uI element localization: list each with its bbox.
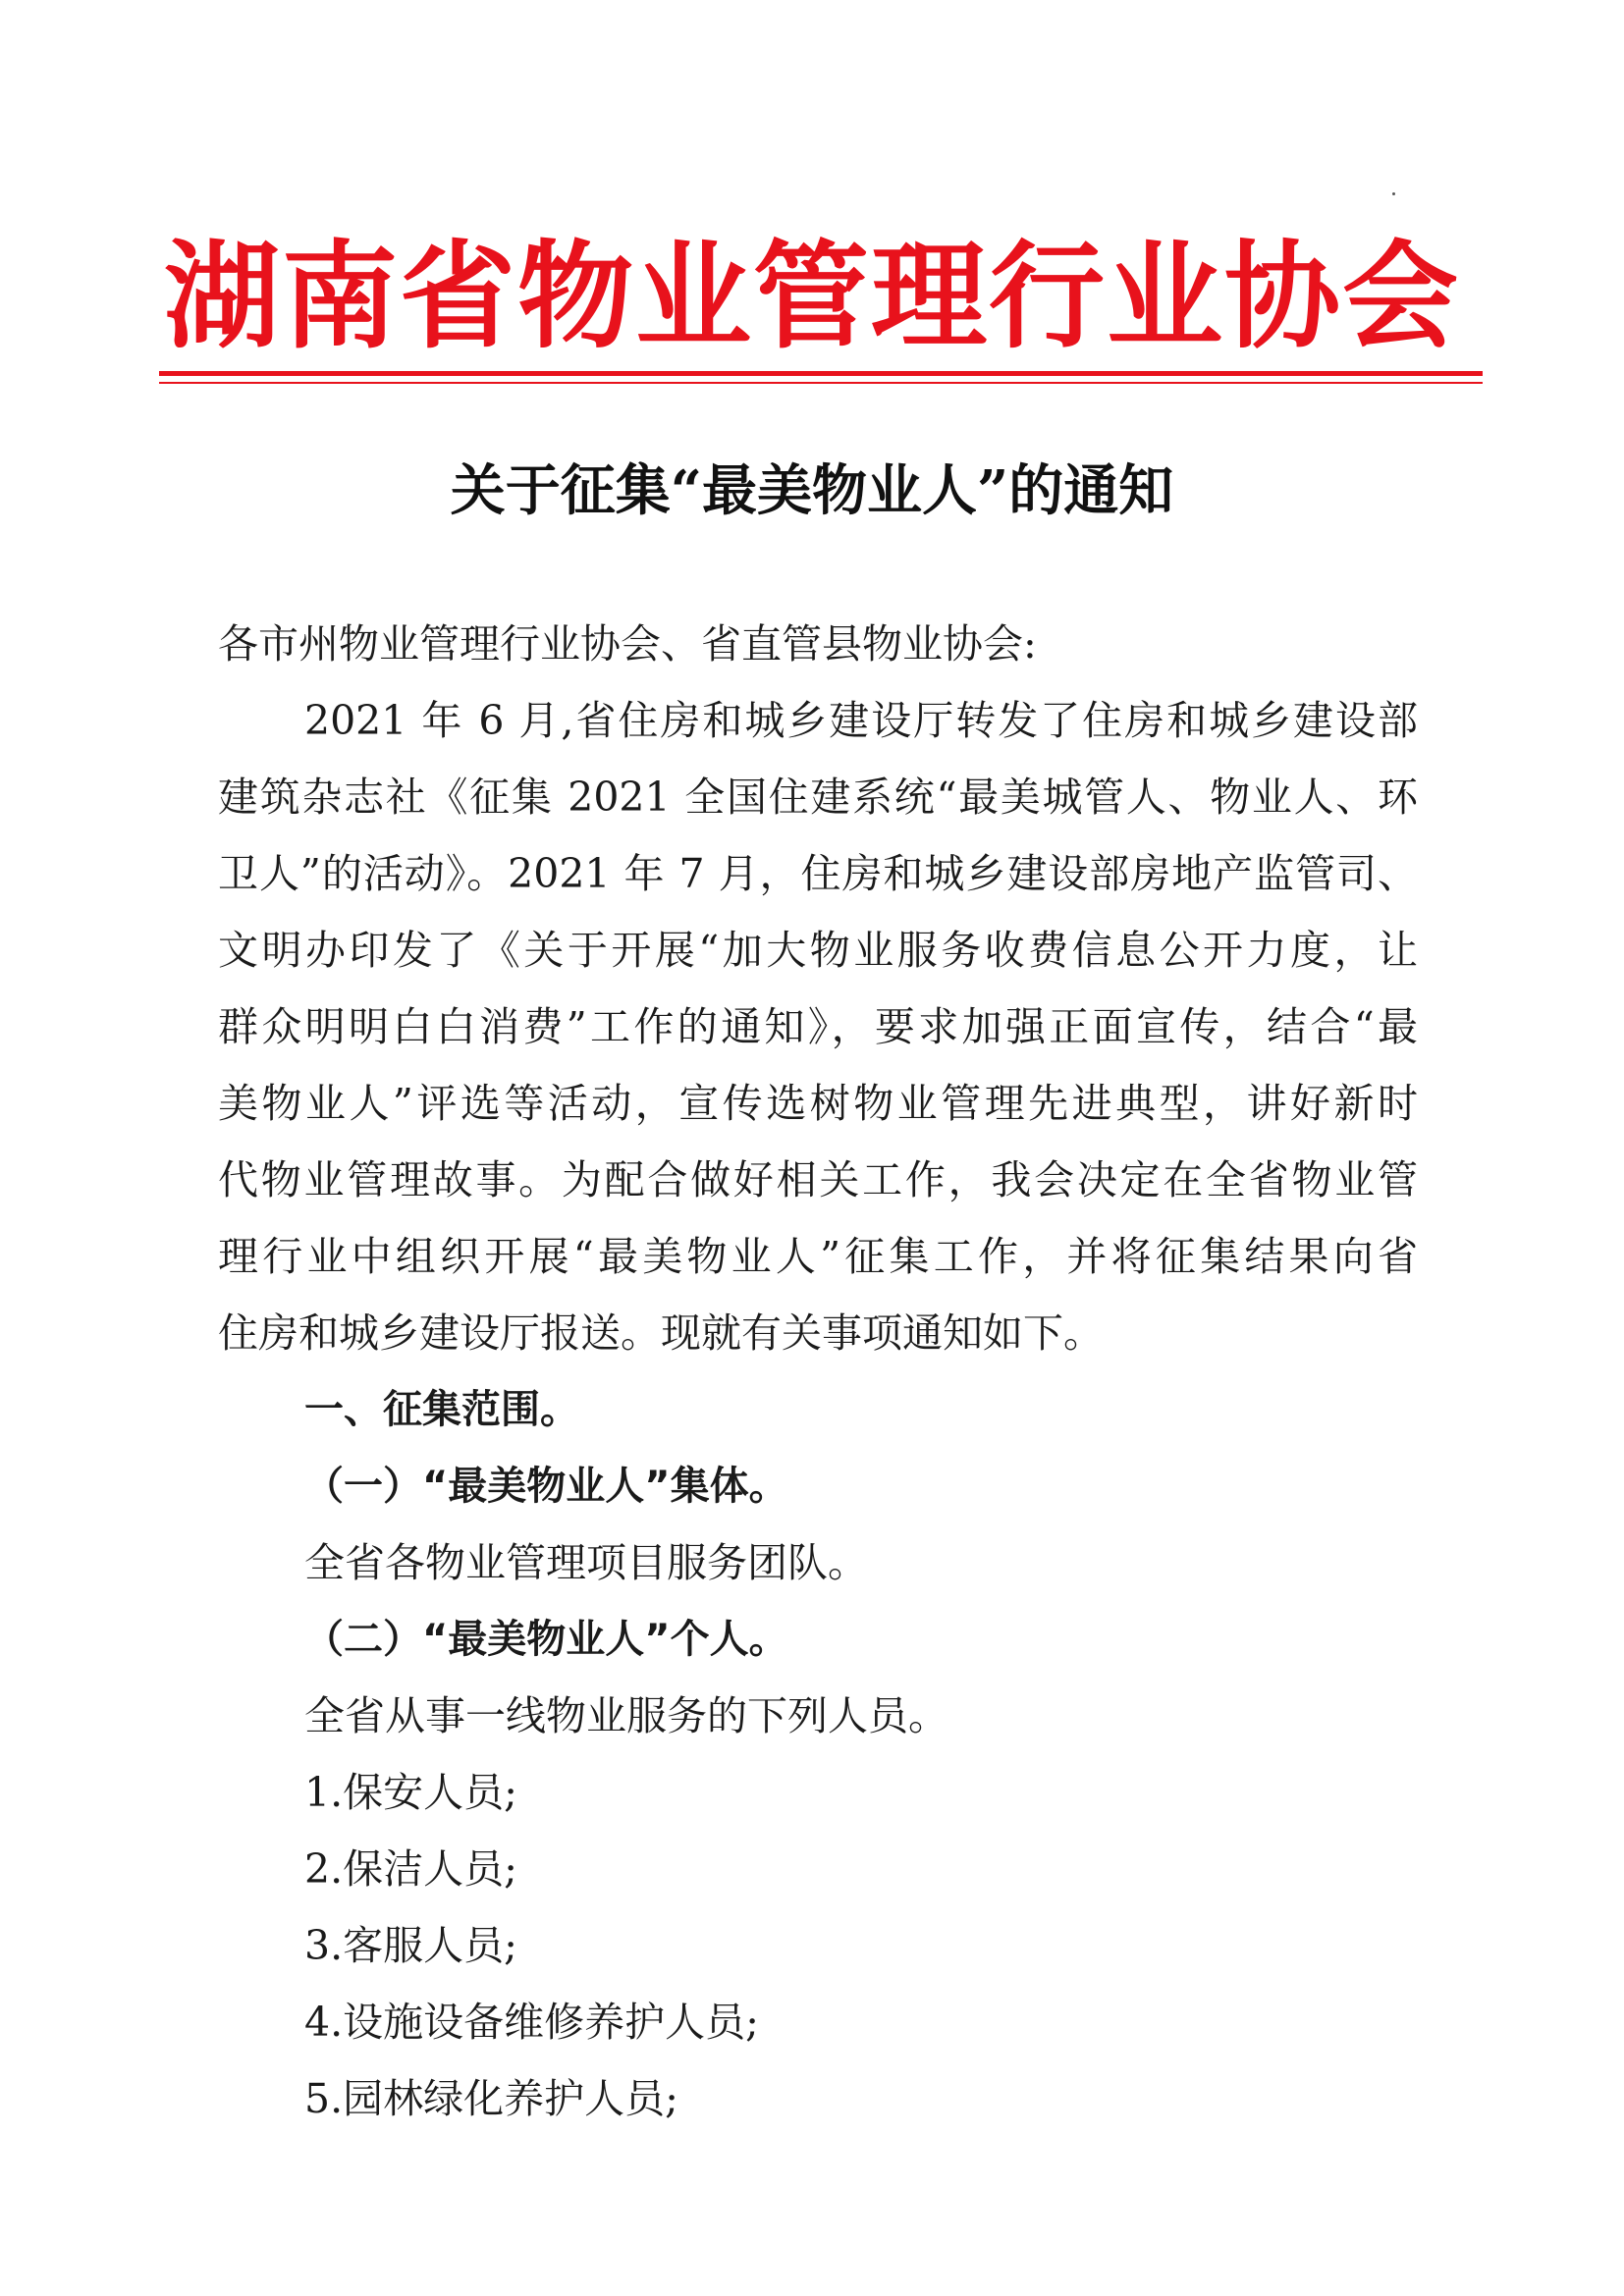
intro-line: 2021 年 6 月,省住房和城乡建设厅转发了住房和城乡建设部 (304, 697, 1418, 744)
intro-line: 卫人”的活动》。2021 年 7 月，住房和城乡建设部房地产监管司、 (218, 850, 1418, 897)
salutation: 各市州物业管理行业协会、省直管县物业协会: (218, 620, 1037, 667)
scan-speck (1392, 192, 1395, 195)
intro-line: 理行业中组织开展“最美物业人”征集工作，并将征集结果向省 (218, 1233, 1418, 1280)
collective-description: 全省各物业管理项目服务团队。 (304, 1539, 868, 1586)
letterhead-rule-thick (159, 371, 1483, 376)
subheading-collective: （一）“最美物业人”集体。 (304, 1464, 788, 1509)
document-body (218, 606, 1418, 2137)
intro-line: 文明办印发了《关于开展“加大物业服务收费信息公开力度，让 (218, 927, 1418, 974)
intro-line: 建筑杂志社《征集 2021 全国住建系统“最美城管人、物业人、环 (218, 774, 1418, 821)
list-item-landscaping: 5.园林绿化养护人员; (304, 2075, 678, 2122)
intro-line: 美物业人”评选等活动，宣传选树物业管理先进典型，讲好新时 (218, 1080, 1418, 1127)
document-title: 关于征集“最美物业人”的通知 (450, 458, 1174, 523)
intro-line: 代物业管理故事。为配合做好相关工作，我会决定在全省物业管 (218, 1156, 1418, 1203)
list-item-customer-service: 3.客服人员; (304, 1922, 517, 1969)
individual-description: 全省从事一线物业服务的下列人员。 (304, 1692, 948, 1739)
section-heading-scope: 一、征集范围。 (304, 1387, 579, 1432)
intro-line: 住房和城乡建设厅报送。现就有关事项通知如下。 (218, 1309, 1104, 1357)
subheading-individual: （二）“最美物业人”个人。 (304, 1617, 788, 1662)
list-item-security: 1.保安人员; (304, 1769, 517, 1816)
list-item-cleaning: 2.保洁人员; (304, 1845, 517, 1893)
org-letterhead-title: 湖南省物业管理行业协会 (163, 229, 1460, 364)
intro-line: 群众明明白白消费”工作的通知》，要求加强正面宣传，结合“最 (218, 1003, 1418, 1050)
letterhead-rule-thin (159, 382, 1483, 384)
list-item-maintenance: 4.设施设备维修养护人员; (304, 1999, 759, 2046)
intro-paragraph (218, 682, 1418, 1371)
